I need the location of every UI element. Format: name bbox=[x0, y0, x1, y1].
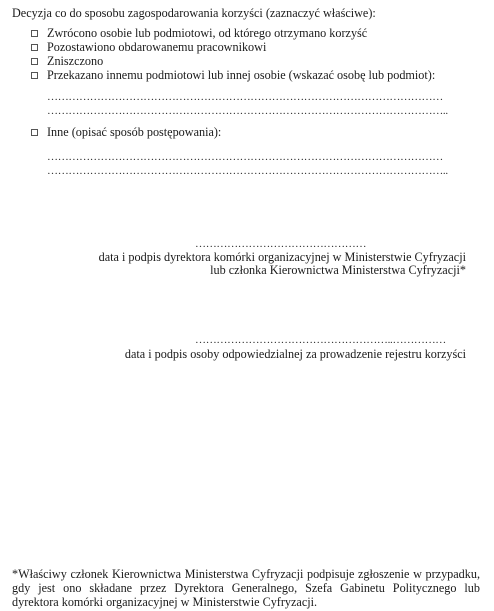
option-label: Inne (opisać sposób postępowania): bbox=[47, 125, 222, 139]
director-signature-line[interactable]: ………………………………………… bbox=[195, 238, 367, 250]
fill-in-dots[interactable]: ………………………………………………………………………………………………… bbox=[47, 151, 443, 163]
fill-in-dots[interactable]: ………………………………………………………………………………………………….. bbox=[47, 105, 448, 117]
option-kept-by-employee[interactable] bbox=[31, 40, 266, 54]
checkbox-icon[interactable] bbox=[31, 58, 38, 65]
footnote-line: gdy jest ono składane przez Dyrektora Generalnego, Szefa Gabinetu Politycznego lub bbox=[12, 581, 480, 595]
registry-signature-caption: data i podpis osoby odpowiedzialnej za prowadzenie rejestru korzyści bbox=[124, 347, 466, 361]
director-signature-caption: data i podpis dyrektora komórki organizacyjnej w Ministerstwie Cyfryzacji bbox=[98, 250, 466, 264]
option-label: Zniszczono bbox=[47, 54, 104, 68]
fill-in-dots[interactable]: ………………………………………………………………………………………………….. bbox=[47, 165, 448, 177]
option-label: Pozostawiono obdarowanemu pracownikowi bbox=[47, 40, 267, 54]
option-other[interactable] bbox=[31, 125, 221, 139]
checkbox-icon[interactable] bbox=[31, 30, 38, 37]
fill-in-dots[interactable]: ………………………………………………………………………………………………… bbox=[47, 91, 443, 103]
director-signature-caption-2: lub członka Kierownictwa Ministerstwa Cyfryzacji* bbox=[210, 263, 466, 277]
checkbox-icon[interactable] bbox=[31, 129, 38, 136]
checkbox-icon[interactable] bbox=[31, 44, 38, 51]
decision-heading: Decyzja co do sposobu zagospodarowania korzyści (zaznaczyć właściwe): bbox=[12, 6, 376, 20]
footnote-line: dyrektora komórki organizacyjnej w Ministerstwie Cyfryzacji. bbox=[12, 595, 318, 609]
option-transferred[interactable] bbox=[31, 68, 435, 82]
option-destroyed[interactable] bbox=[31, 54, 103, 68]
footnote-line: *Właściwy członek Kierownictwa Ministerstwa Cyfryzacji podpisuje zgłoszenie w przypadku, bbox=[12, 567, 480, 581]
option-label: Zwrócono osobie lub podmiotowi, od którego otrzymano korzyść bbox=[47, 26, 368, 40]
option-returned[interactable] bbox=[31, 26, 367, 40]
checkbox-icon[interactable] bbox=[31, 72, 38, 79]
registry-signature-line[interactable]: ………………………………………………..…………… bbox=[195, 334, 447, 346]
footnote bbox=[12, 567, 480, 609]
option-label: Przekazano innemu podmiotowi lub innej osobie (wskazać osobę lub podmiot): bbox=[47, 68, 436, 82]
